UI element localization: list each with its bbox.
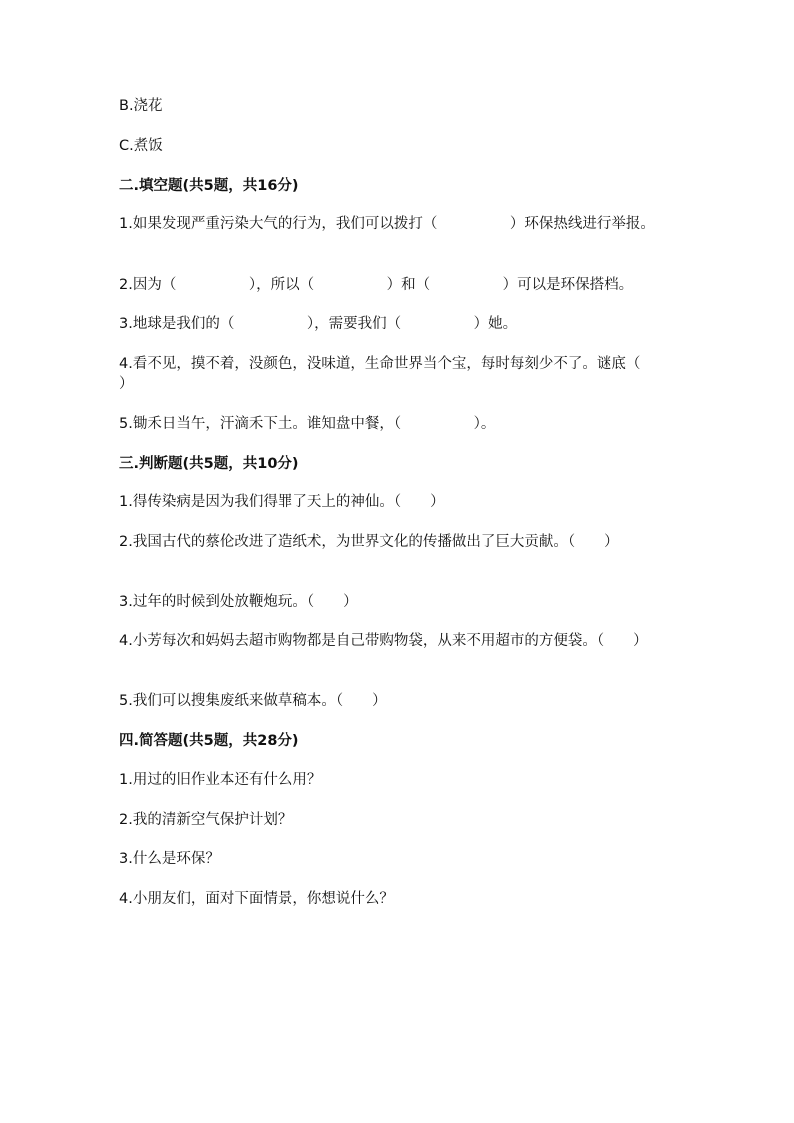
fill-blank-question-2: 2.因为（ ），所以（ ）和（ ）可以是环保搭档。 [119,277,634,293]
true-false-question-2: 2.我国古代的蔡伦改进了造纸术，为世界文化的传播做出了巨大贡献。（ ） [119,534,619,550]
fill-blank-question-3: 3.地球是我们的（ ），需要我们（ ）她。 [119,316,518,332]
short-answer-question-4: 4.小朋友们，面对下面情景，你想说什么？ [119,891,394,907]
section-short-answer-heading: 四.简答题(共5题，共28分) [119,733,299,749]
short-answer-question-2: 2.我的清新空气保护计划？ [119,812,293,828]
true-false-question-3: 3.过年的时候到处放鞭炮玩。（ ） [119,594,358,610]
short-answer-question-1: 1.用过的旧作业本还有什么用？ [119,772,322,788]
short-answer-question-3: 3.什么是环保？ [119,851,220,867]
fill-blank-question-4: 4.看不见，摸不着，没颜色，没味道，生命世界当个宝，每时每刻少不了。谜底（ ） [119,356,713,392]
option-b: B.浇花 [119,98,163,114]
true-false-question-1: 1.得传染病是因为我们得罪了天上的神仙。（ ） [119,494,445,510]
fill-blank-question-1: 1.如果发现严重污染大气的行为，我们可以拨打（ ）环保热线进行举报。 [119,216,655,232]
fill-blank-question-5: 5.锄禾日当午，汗滴禾下土。谁知盘中餐，（ ）。 [119,416,496,432]
true-false-question-4: 4.小芳每次和妈妈去超市购物都是自己带购物袋，从来不用超市的方便袋。（ ） [119,633,648,649]
section-fill-blank-heading: 二.填空题(共5题，共16分) [119,178,299,194]
section-true-false-heading: 三.判断题(共5题，共10分) [119,456,299,472]
option-c: C.煮饭 [119,138,163,154]
true-false-question-5: 5.我们可以搜集废纸来做草稿本。（ ） [119,693,387,709]
